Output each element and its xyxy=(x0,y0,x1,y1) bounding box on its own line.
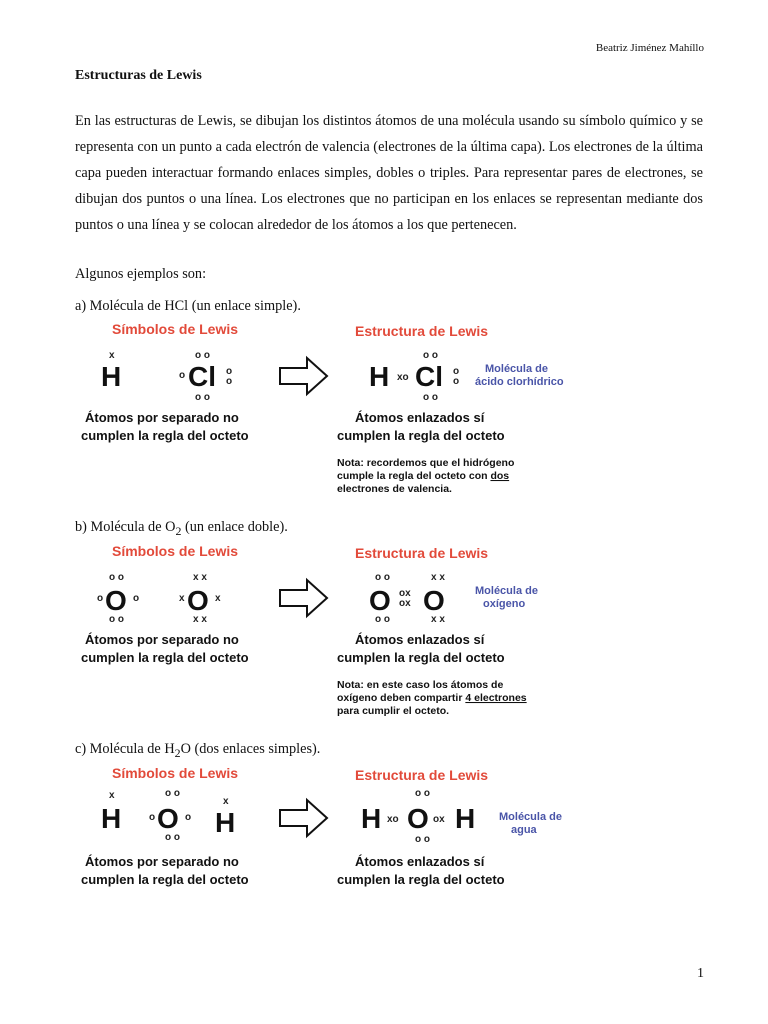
molecule-label-1: Molécula de xyxy=(485,363,548,375)
cl-atom: Cl xyxy=(188,361,216,392)
separated-caption-1: Átomos por separado no xyxy=(85,632,239,647)
h1-atom: H xyxy=(101,803,122,834)
example-c-figure xyxy=(75,762,595,962)
o1-electron-left: o xyxy=(97,593,104,604)
cl-electrons-top: o o xyxy=(423,350,438,361)
h1-atom: H xyxy=(361,803,382,834)
o2-electron-left: x xyxy=(179,593,185,604)
h1-electron: x xyxy=(109,790,115,801)
shared-pair-1: ox xyxy=(399,588,411,599)
note-line-1: Nota: recordemos que el hidrógeno xyxy=(337,457,515,469)
bonded-caption-1: Átomos enlazados sí xyxy=(355,854,485,869)
separated-caption-2: cumplen la regla del octeto xyxy=(81,428,249,443)
bonded-caption-1: Átomos enlazados sí xyxy=(355,410,485,425)
arrow-icon xyxy=(280,580,327,616)
symbols-heading: Símbolos de Lewis xyxy=(112,765,239,781)
cl-electron-right-1: o xyxy=(226,366,233,377)
hcl-lewis-diagram xyxy=(75,318,595,518)
shared-pair-1: xo xyxy=(387,814,399,825)
h-atom: H xyxy=(369,361,390,392)
o1-atom: O xyxy=(369,585,391,616)
molecule-label-1: Molécula de xyxy=(475,585,538,597)
o-electrons-top: o o xyxy=(415,788,430,799)
h2-atom: H xyxy=(455,803,476,834)
molecule-label-1: Molécula de xyxy=(499,811,562,823)
o1-electron-right: o xyxy=(133,593,140,604)
o-electrons-top: o o xyxy=(165,788,180,799)
o-electrons-bottom: o o xyxy=(415,834,430,845)
examples-intro: Algunos ejemplos son: xyxy=(75,266,207,282)
o1-electrons-top: o o xyxy=(109,572,124,583)
bonded-caption-2: cumplen la regla del octeto xyxy=(337,428,505,443)
o1-atom: O xyxy=(105,585,127,616)
author-name: Beatriz Jiménez Mahíllo xyxy=(595,42,704,54)
cl-electron-right-2: o xyxy=(453,376,460,387)
o-atom: O xyxy=(157,803,179,834)
o2-electrons-bottom: x x xyxy=(193,614,207,625)
o2-atom: O xyxy=(187,585,209,616)
example-c-title: c) Molécula de $H_2O$ (dos enlaces simples). xyxy=(75,741,321,760)
bonded-caption-2: cumplen la regla del octeto xyxy=(337,650,505,665)
page-number: 1 xyxy=(697,966,704,981)
structure-heading: Estructura de Lewis xyxy=(355,323,489,339)
h-electron: x xyxy=(109,350,115,361)
note-line-1: Nota: en este caso los átomos de xyxy=(337,679,504,691)
note-line-3: para cumplir el octeto. xyxy=(337,705,450,717)
cl-electrons-bottom: o o xyxy=(195,392,210,403)
arrow-icon xyxy=(280,358,327,394)
separated-caption-2: cumplen la regla del octeto xyxy=(81,872,249,887)
o2-electrons-top: x x xyxy=(431,572,445,583)
o-electron-right: o xyxy=(185,812,192,823)
cl-electron-right-2: o xyxy=(226,376,233,387)
bonded-caption-2: cumplen la regla del octeto xyxy=(337,872,505,887)
example-b-figure xyxy=(75,540,595,740)
page-title: Estructuras de Lewis xyxy=(75,68,202,83)
o2-lewis-diagram xyxy=(75,540,595,740)
separated-caption-1: Átomos por separado no xyxy=(85,410,239,425)
o1-electrons-bottom: o o xyxy=(109,614,124,625)
example-a-figure xyxy=(75,318,595,518)
arrow-icon xyxy=(280,800,327,836)
separated-caption-2: cumplen la regla del octeto xyxy=(81,650,249,665)
shared-pair-2: ox xyxy=(399,598,411,609)
o2-electron-right: x xyxy=(215,593,221,604)
o1-electrons-bottom: o o xyxy=(375,614,390,625)
structure-heading: Estructura de Lewis xyxy=(355,767,489,783)
o-electrons-bottom: o o xyxy=(165,832,180,843)
cl-atom: Cl xyxy=(415,361,443,392)
intro-paragraph: En las estructuras de Lewis, se dibujan los distintos átomos de una molécula usando su símbolo químico y se representa con un punto a cada electrón de valencia (electrones de la última capa). Los electrones de la última capa pueden interactuar formando enlaces simples, dobles o triples. Para representar pares de electrones, se dibujan dos puntos o una línea. Los electrones que no participan en los enlaces se representan mediante dos puntos o una línea y se colocan alrededor de los átomos a los que pertenecen. xyxy=(75,113,703,233)
cl-electrons-bottom: o o xyxy=(423,392,438,403)
note-line-2: oxígeno deben compartir 4 electrones xyxy=(337,692,527,704)
cl-electrons-top: o o xyxy=(195,350,210,361)
o1-electrons-top: o o xyxy=(375,572,390,583)
cl-electron-right-1: o xyxy=(453,366,460,377)
h2-electron: x xyxy=(223,796,229,807)
bonded-caption-1: Átomos enlazados sí xyxy=(355,632,485,647)
h-atom: H xyxy=(101,361,122,392)
h2o-lewis-diagram xyxy=(75,762,595,962)
molecule-label-2: oxígeno xyxy=(483,598,526,610)
separated-caption-1: Átomos por separado no xyxy=(85,854,239,869)
o2-atom: O xyxy=(423,585,445,616)
example-b-title: b) Molécula de $O_2$ (un enlace doble). xyxy=(75,519,288,538)
note-line-2: cumple la regla del octeto con dos xyxy=(337,470,510,482)
note-line-3: electrones de valencia. xyxy=(337,483,452,495)
molecule-label-2: ácido clorhídrico xyxy=(475,376,564,388)
o2-electrons-top: x x xyxy=(193,572,207,583)
h2-atom: H xyxy=(215,807,236,838)
o2-electrons-bottom: x x xyxy=(431,614,445,625)
structure-heading: Estructura de Lewis xyxy=(355,545,489,561)
shared-pair: xo xyxy=(397,372,409,383)
cl-electron-left: o xyxy=(179,370,186,381)
symbols-heading: Símbolos de Lewis xyxy=(112,543,239,559)
molecule-label-2: agua xyxy=(511,824,537,836)
symbols-heading: Símbolos de Lewis xyxy=(112,321,239,337)
o-atom: O xyxy=(407,803,429,834)
example-a-title: a) Molécula de HCl (un enlace simple). xyxy=(75,298,301,314)
shared-pair-2: ox xyxy=(433,814,445,825)
o-electron-left: o xyxy=(149,812,156,823)
